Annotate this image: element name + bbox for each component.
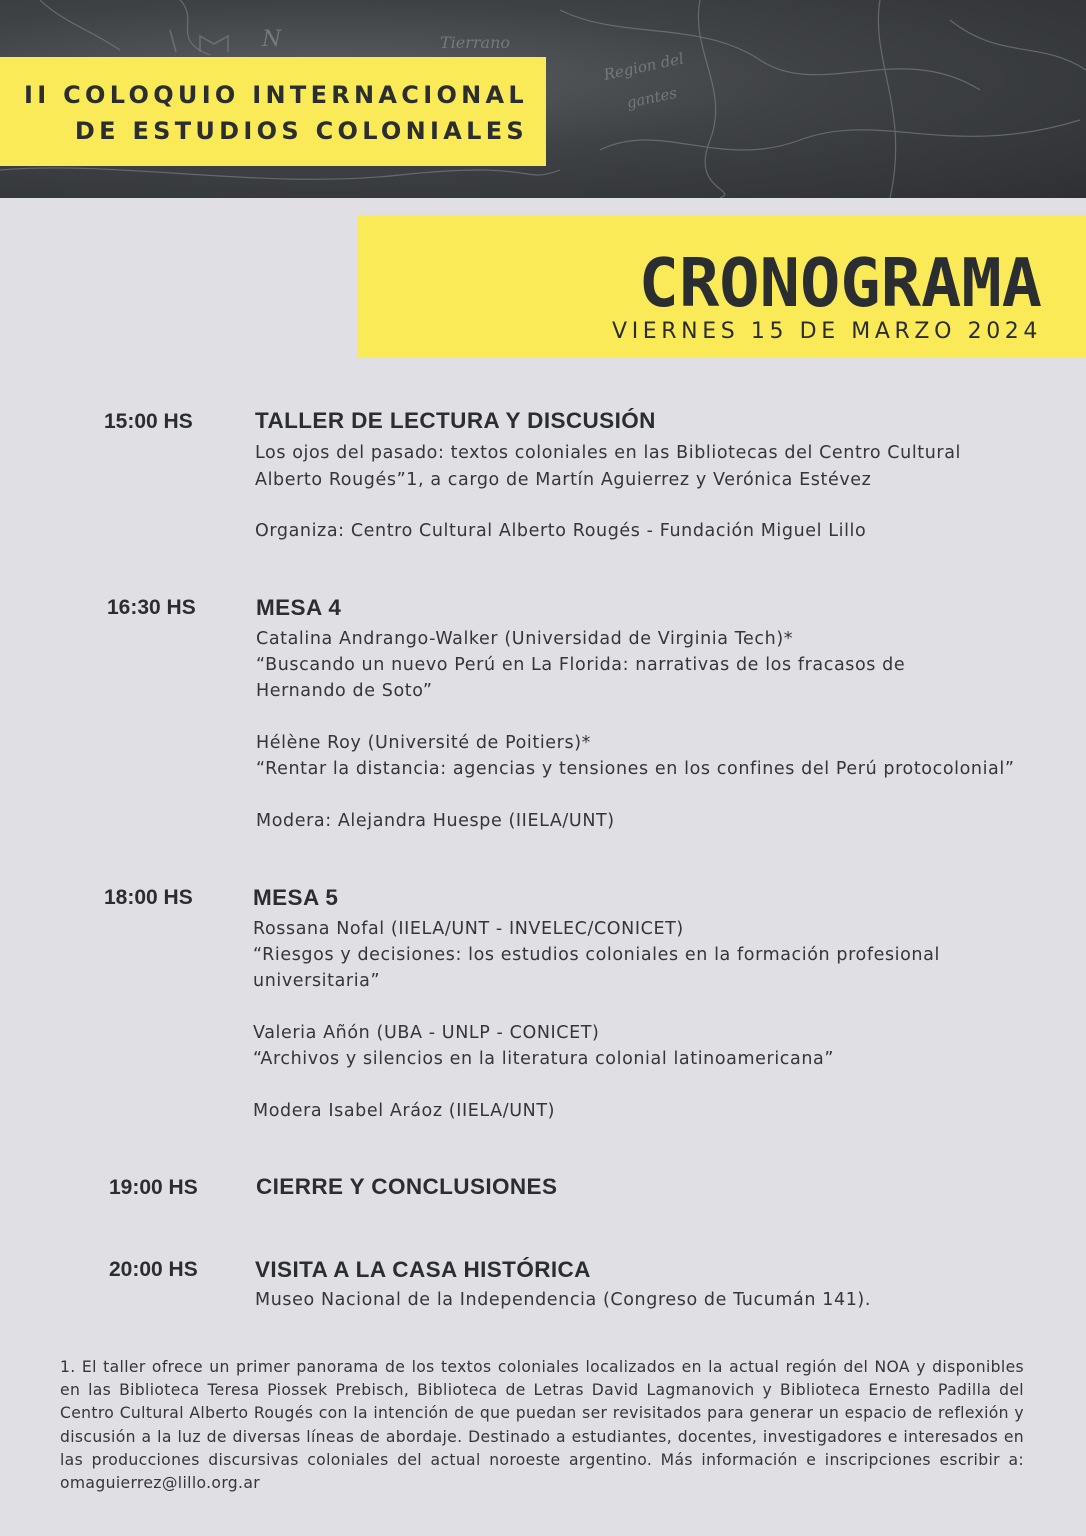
schedule-line: “Archivos y silencios en la literatura colonial latinoamericana” <box>253 1049 835 1069</box>
schedule-title-mesa-4: MESA 4 <box>256 595 342 620</box>
schedule-line: Valeria Añón (UBA - UNLP - CONICET) <box>253 1023 600 1043</box>
schedule-line: Museo Nacional de la Independencia (Congreso de Tucumán 141). <box>255 1290 872 1310</box>
header-banner <box>0 0 1086 198</box>
schedule-line: universitaria” <box>253 971 381 991</box>
svg-text:N: N <box>262 27 282 52</box>
svg-text:gantes: gantes <box>625 83 679 112</box>
schedule-title-taller: TALLER DE LECTURA Y DISCUSIÓN <box>255 408 656 433</box>
event-name-line1: II COLOQUIO INTERNACIONAL <box>24 81 528 109</box>
svg-text:Region del: Region del <box>602 49 686 84</box>
schedule-line: Los ojos del pasado: textos coloniales en las Bibliotecas del Centro Cultural <box>255 443 962 463</box>
schedule-time-1500: 15:00 HS <box>104 410 193 433</box>
schedule-line: “Buscando un nuevo Perú en La Florida: narrativas de los fracasos de <box>256 655 906 675</box>
schedule-line: Catalina Andrango-Walker (Universidad de Virginia Tech)* <box>256 629 794 649</box>
event-name-label <box>0 57 546 166</box>
title-box <box>358 215 1086 357</box>
event-name-line2: DE ESTUDIOS COLONIALES <box>74 117 528 145</box>
schedule-line: Rossana Nofal (IIELA/UNT - INVELEC/CONICET) <box>253 919 684 939</box>
schedule-title-visita: VISITA A LA CASA HISTÓRICA <box>255 1257 591 1282</box>
svg-text:Tierrano: Tierrano <box>440 33 511 52</box>
footnote: 1. El taller ofrece un primer panorama de los textos coloniales localizados en la actual región del NOA y disponibles en las Biblioteca Teresa Piossek Prebisch, Biblioteca de Letras David Lagmanovich y Biblioteca Ernesto Padilla del Centro Cultural Alberto Rougés con la intención de que puedan ser revisitados para generar un espacio de reflexión y discusión a la luz de diversas líneas de abordaje. Destinado a estudiantes, docentes, investigadores e interesados en las producciones discursivas coloniales del actual noroeste argentino. Más información e inscripciones escribir a: omaguierrez@lillo.org.ar <box>60 1358 1024 1493</box>
schedule-line: Organiza: Centro Cultural Alberto Rougés - Fundación Miguel Lillo <box>255 521 867 541</box>
schedule-line: Hernando de Soto” <box>256 681 433 701</box>
schedule-line: “Rentar la distancia: agencias y tensiones en los confines del Perú protocolonial” <box>256 759 1015 779</box>
schedule-line: Alberto Rougés”1, a cargo de Martín Aguierrez y Verónica Estévez <box>255 470 872 490</box>
schedule-time-1900: 19:00 HS <box>109 1176 198 1199</box>
event-date: VIERNES 15 DE MARZO 2024 <box>612 319 1042 344</box>
schedule-time-1800: 18:00 HS <box>104 886 193 909</box>
schedule-time-1630: 16:30 HS <box>107 596 196 619</box>
schedule-line: “Riesgos y decisiones: los estudios coloniales en la formación profesional <box>253 945 940 965</box>
page-title: CRONOGRAMA <box>638 244 1042 322</box>
schedule-title-mesa-5: MESA 5 <box>253 885 339 910</box>
schedule-time-2000: 20:00 HS <box>109 1258 198 1281</box>
schedule-title-cierre: CIERRE Y CONCLUSIONES <box>256 1174 558 1199</box>
schedule-line: Modera Isabel Aráoz (IIELA/UNT) <box>253 1101 556 1121</box>
schedule-line: Hélène Roy (Université de Poitiers)* <box>256 733 591 753</box>
schedule-line: Modera: Alejandra Huespe (IIELA/UNT) <box>256 811 615 831</box>
